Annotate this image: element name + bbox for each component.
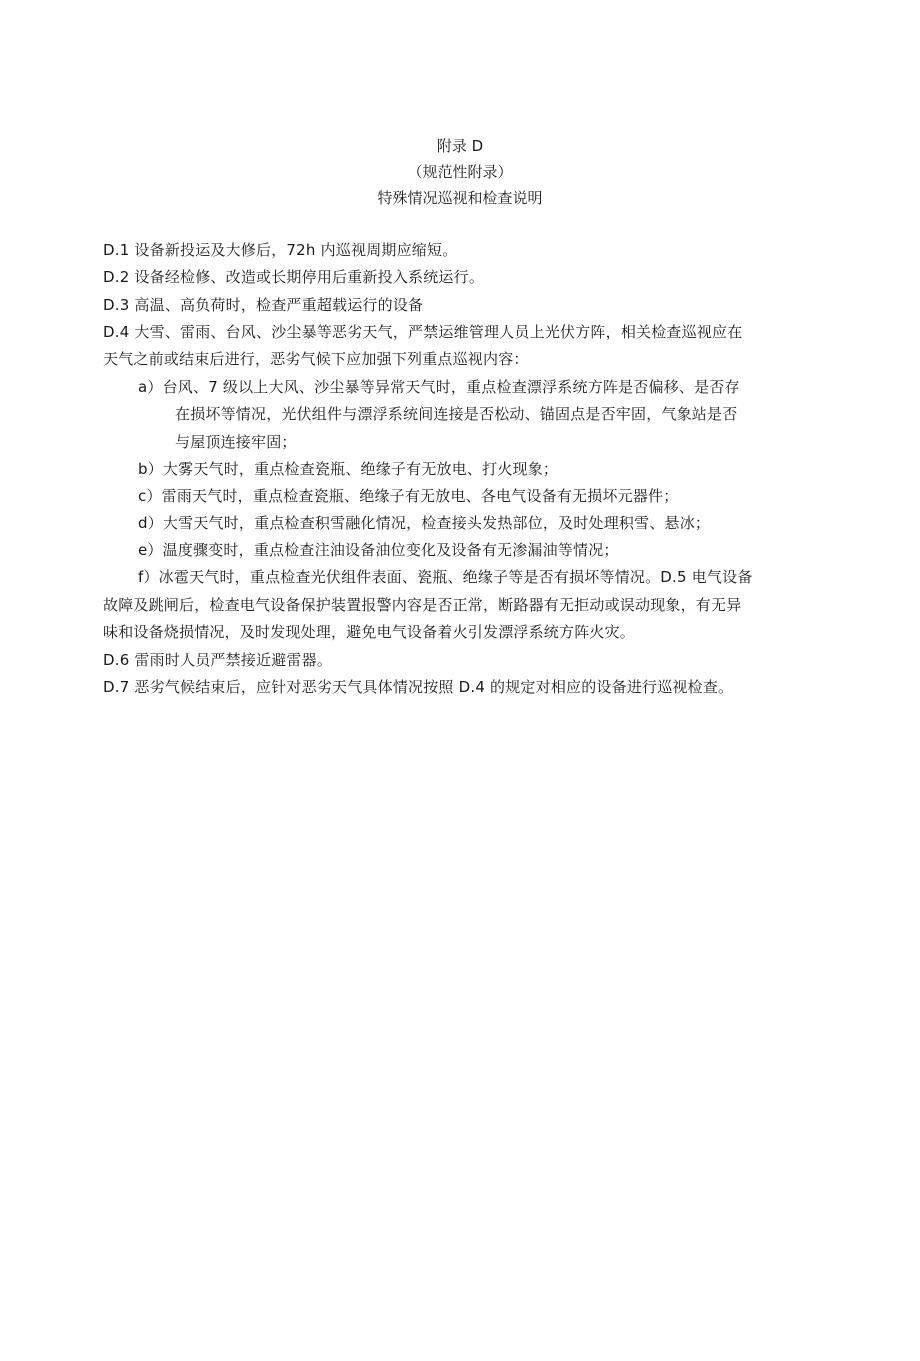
clause-d4-line2: 天气之前或结束后进行，恶劣气候下应加强下列重点巡视内容： [103,350,529,368]
list-item-f-line2: 故障及跳闸后，检查电气设备保护装置报警内容是否正常，断路器有无拒动或误动现象，有无异 [103,596,742,614]
list-item-f-line1: f）冰雹天气时，重点检查光伏组件表面、瓷瓶、绝缘子等是否有损坏等情况。D.5 电气设备 [138,568,753,586]
list-item-e: e）温度骤变时，重点检查注油设备油位变化及设备有无渗漏油等情况； [138,541,619,559]
list-item-a-line3: 与屋顶连接牢固； [175,433,297,451]
appendix-title: 附录 D [436,137,484,155]
clause-d4-line1: D.4 大雪、雷雨、台风、沙尘暴等恶劣天气，严禁运维管理人员上光伏方阵，相关检查巡视应在 [103,323,743,341]
list-item-d: d）大雪天气时，重点检查积雪融化情况，检查接头发热部位，及时处理积雪、悬冰； [138,514,711,532]
appendix-type: （规范性附录） [407,163,513,181]
list-item-b: b）大雾天气时，重点检查瓷瓶、绝缘子有无放电、打火现象； [138,460,559,478]
list-item-c: c）雷雨天气时，重点检查瓷瓶、绝缘子有无放电、各电气设备有无损坏元器件； [138,487,679,505]
list-item-a-line1: a）台风、7 级以上大风、沙尘暴等异常天气时，重点检查漂浮系统方阵是否偏移、是否存 [138,378,740,396]
clause-d1: D.1 设备新投运及大修后，72h 内巡视周期应缩短。 [103,241,458,259]
list-item-a-line2: 在损坏等情况，光伏组件与漂浮系统间连接是否松动、锚固点是否牢固，气象站是否 [175,405,738,423]
clause-d7: D.7 恶劣气候结束后，应针对恶劣天气具体情况按照 D.4 的规定对相应的设备进行巡视检查。 [103,678,734,696]
appendix-heading: 特殊情况巡视和检查说明 [377,189,543,207]
clause-d2: D.2 设备经检修、改造或长期停用后重新投入系统运行。 [103,268,485,286]
list-item-f-line3: 味和设备烧损情况，及时发现处理，避免电气设备着火引发漂浮系统方阵火灾。 [103,623,636,641]
clause-d3: D.3 高温、高负荷时，检查严重超载运行的设备 [103,296,424,314]
clause-d6: D.6 雷雨时人员严禁接近避雷器。 [103,651,333,669]
